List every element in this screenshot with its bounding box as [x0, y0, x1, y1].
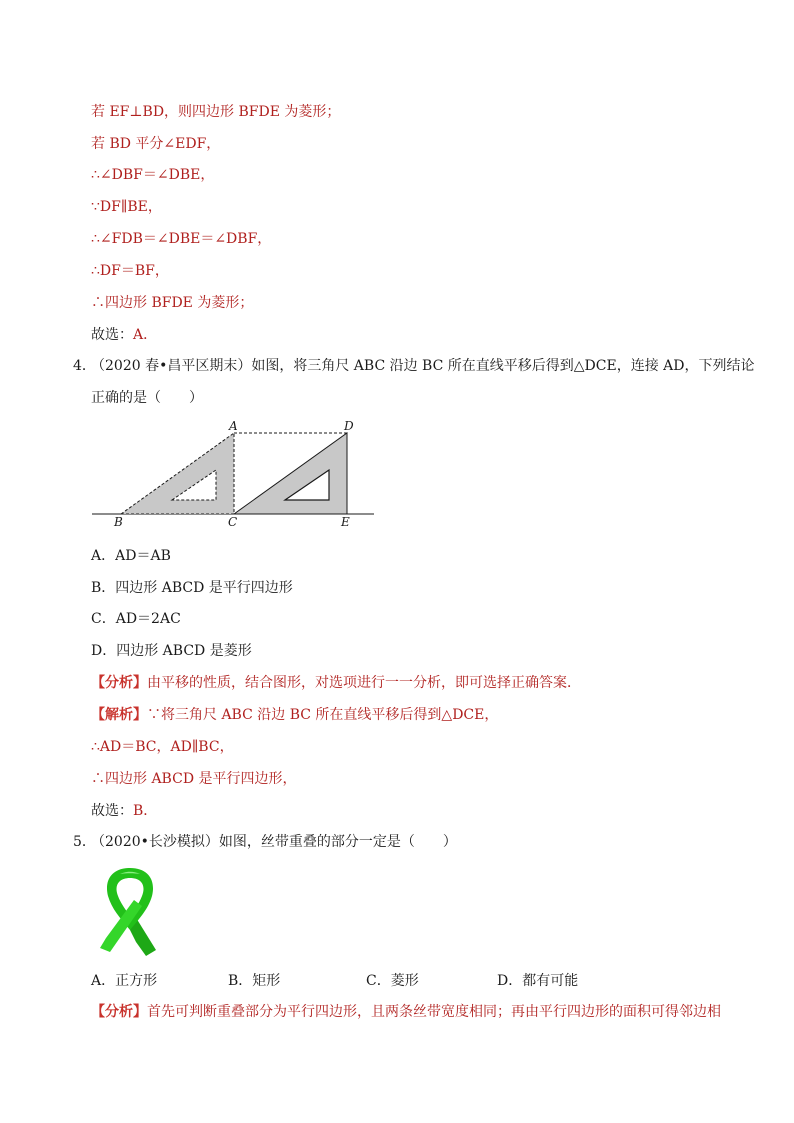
option-d	[497, 971, 578, 991]
triangle-abc	[121, 433, 234, 514]
option-text: 正方形	[115, 973, 158, 989]
option-text: 矩形	[252, 973, 281, 989]
solution-line: 若 BD 平分∠EDF，	[91, 136, 221, 152]
question-number: 4．	[73, 358, 96, 374]
answer-label: 故选：	[91, 327, 133, 343]
question-stem: （2020 春•昌平区期末）如图，将三角尺 ABC 沿边 BC 所在直线平移后得到△DCE，连接 AD，下列结论	[91, 358, 755, 374]
option-a	[91, 971, 157, 991]
option-c	[366, 971, 419, 991]
analysis-tag: 【分析】	[91, 1004, 147, 1020]
option-letter: C．	[366, 973, 391, 989]
option-b	[228, 971, 280, 991]
solution-tag: 【解析】	[91, 707, 147, 723]
solution-line: ∴四边形 ABCD 是平行四边形，	[91, 771, 297, 787]
option-a	[91, 546, 171, 566]
analysis-line	[91, 673, 581, 693]
label-b: B	[114, 515, 123, 529]
option-text: AD＝2AC	[115, 611, 181, 627]
analysis-text: 首先可判断重叠部分为平行四边形，且两条丝带宽度相同；再由平行四边形的面积可得邻边相	[147, 1004, 721, 1020]
solution-line: ∴∠FDB＝∠DBE＝∠DBF，	[91, 231, 272, 247]
question-number: 5．	[73, 834, 96, 850]
option-letter: C．	[91, 611, 116, 627]
option-letter: D．	[497, 973, 523, 989]
solution-line	[91, 705, 498, 725]
solution-line: ∵DF∥BE，	[91, 199, 162, 215]
option-letter: A．	[91, 548, 116, 564]
translation-figure	[0, 418, 794, 538]
answer-label: 故选：	[91, 803, 133, 819]
label-c: C	[228, 515, 238, 529]
option-d	[91, 641, 252, 661]
solution-text: ∵将三角尺 ABC 沿边 BC 所在直线平移后得到△DCE，	[147, 707, 499, 723]
label-e: E	[341, 515, 350, 529]
analysis-text: 由平移的性质，结合图形，对选项进行一一分析，即可选择正确答案．	[147, 675, 581, 691]
triangle-dce	[234, 433, 347, 514]
analysis-line	[91, 1002, 721, 1022]
answer-line	[91, 325, 157, 345]
solution-line: ∴∠DBF＝∠DBE，	[91, 167, 215, 183]
answer-value: A．	[133, 327, 158, 343]
question-stem-cont: 正确的是（ ）	[91, 390, 203, 406]
option-letter: B．	[91, 580, 116, 596]
answer-value: B．	[133, 803, 158, 819]
option-letter: A．	[91, 973, 116, 989]
solution-line: ∴四边形 BFDE 为菱形；	[91, 295, 254, 311]
answer-line	[91, 801, 157, 821]
solution-line: ∴DF＝BF，	[91, 263, 169, 279]
option-b	[91, 578, 293, 598]
option-text: 四边形 ABCD 是平行四边形	[115, 580, 293, 596]
analysis-tag: 【分析】	[91, 675, 147, 691]
option-text: AD＝AB	[115, 548, 171, 564]
label-a: A	[229, 419, 238, 433]
solution-line: ∴AD＝BC，AD∥BC，	[91, 739, 234, 755]
option-letter: B．	[228, 973, 253, 989]
option-text: 菱形	[390, 973, 419, 989]
solution-line: 若 EF⊥BD，则四边形 BFDE 为菱形；	[91, 104, 341, 120]
option-text: 四边形 ABCD 是菱形	[116, 643, 252, 659]
option-text: 都有可能	[522, 973, 579, 989]
question-stem: （2020•长沙模拟）如图，丝带重叠的部分一定是（ ）	[91, 834, 457, 850]
label-d: D	[344, 419, 354, 433]
option-letter: D．	[91, 643, 117, 659]
ribbon-figure	[90, 864, 170, 959]
option-c	[91, 609, 181, 629]
